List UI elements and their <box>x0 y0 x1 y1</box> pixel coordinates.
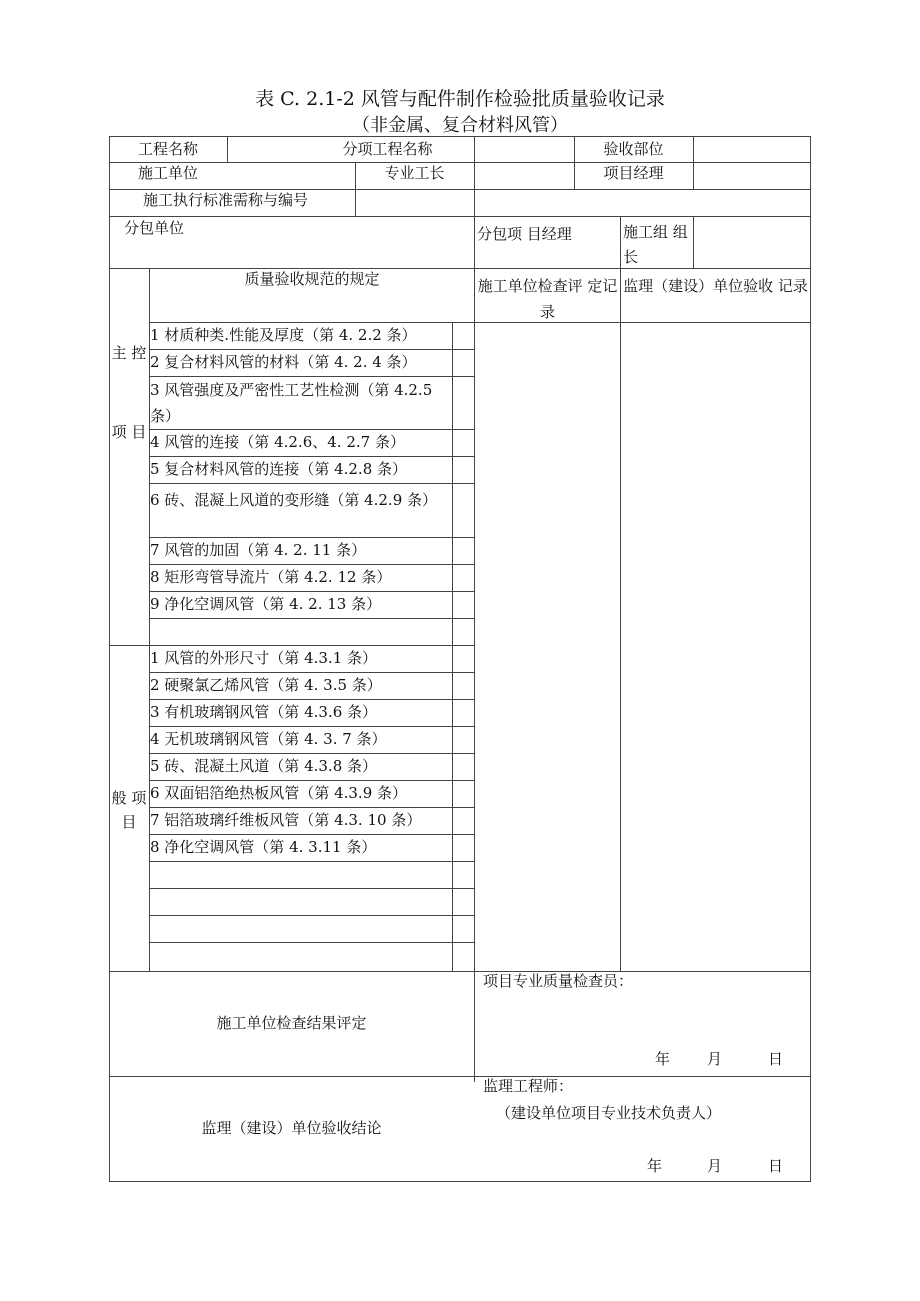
general-items-label: 般 项 目 <box>111 789 147 831</box>
main-item: 7 风管的加固（第 4. 2. 11 条） <box>150 541 367 559</box>
sub-project-name-label: 分项工程名称 <box>342 140 433 158</box>
row-divider <box>150 618 475 619</box>
col-divider <box>693 216 694 269</box>
general-item: 5 砖、混凝土风道（第 4.3.8 条） <box>150 757 378 775</box>
main-item: 4 风管的连接（第 4.2.6、4. 2.7 条） <box>150 433 405 451</box>
general-item: 8 净化空调风管（第 4. 3.11 条） <box>150 838 377 856</box>
general-item: 2 硬聚氯乙烯风管（第 4. 3.5 条） <box>150 676 382 694</box>
construction-record-header: 施工单位检查评 定记录 <box>477 277 618 321</box>
col-divider <box>620 216 621 972</box>
supervision-engineer-label: 监理工程师： <box>483 1077 574 1095</box>
construction-unit-label: 施工单位 <box>137 164 198 182</box>
main-item: 6 砖、混凝上风道的变形缝（第 4.2.9 条） <box>150 491 438 509</box>
row-divider <box>150 861 475 862</box>
table-right-border <box>810 136 811 1182</box>
col-divider <box>227 136 228 163</box>
main-item: 1 材质种类.性能及厚度（第 4. 2.2 条） <box>150 326 417 344</box>
row-divider <box>150 915 475 916</box>
construction-result-label: 施工单位检查结果评定 <box>216 1014 367 1032</box>
date-year: 年 <box>655 1050 671 1068</box>
col-divider <box>693 136 694 190</box>
standard-name-label: 施工执行标准需称与编号 <box>143 191 309 209</box>
main-item: 3 风管强度及严密性工艺性检测（第 4.2.5 条） <box>150 381 433 425</box>
date-day: 日 <box>768 1157 784 1175</box>
col-divider <box>452 322 453 972</box>
general-item: 3 有机玻璃钢风管（第 4.3.6 条） <box>150 703 378 721</box>
row-divider <box>150 888 475 889</box>
acceptance-part-label: 验收部位 <box>603 140 664 158</box>
main-control-label: 主 控 项 目 <box>111 344 147 441</box>
row-divider <box>150 483 475 484</box>
spec-column-header: 质量验收规范的规定 <box>244 270 380 288</box>
subcontract-manager-label: 分包项 目经理 <box>477 225 572 243</box>
table-bottom-border <box>109 1181 811 1182</box>
team-leader-label: 施工组 组长 <box>623 223 688 266</box>
supervision-conclusion-label: 监理（建设）单位验收结论 <box>201 1119 382 1137</box>
general-item: 6 双面铝箔绝热板风管（第 4.3.9 条） <box>150 784 408 802</box>
main-item: 2 复合材料风管的材料（第 4. 2. 4 条） <box>150 353 417 371</box>
main-item: 8 矩形弯管导流片（第 4.2. 12 条） <box>150 568 392 586</box>
page-subtitle: （非金属、复合材料风管） <box>352 115 568 136</box>
general-item: 1 风管的外形尺寸（第 4.3.1 条） <box>150 649 378 667</box>
date-day: 日 <box>768 1050 784 1068</box>
main-item: 5 复合材料风管的连接（第 4.2.8 条） <box>150 460 408 478</box>
row-divider <box>109 216 811 217</box>
page-title: 表 C. 2.1-2 风管与配件制作检验批质量验收记录 <box>255 88 665 110</box>
general-item: 4 无机玻璃钢风管（第 4. 3. 7 条） <box>150 730 387 748</box>
owner-representative-label: （建设单位项目专业技术负责人） <box>496 1104 722 1122</box>
date-year: 年 <box>647 1157 663 1175</box>
project-manager-label: 项目经理 <box>603 164 664 182</box>
main-item: 9 净化空调风管（第 4. 2. 13 条） <box>150 595 382 613</box>
general-item: 7 铝箔玻璃纤维板风管（第 4.3. 10 条） <box>150 811 422 829</box>
project-name-label: 工程名称 <box>137 140 198 158</box>
section-divider <box>109 1076 811 1077</box>
row-divider <box>150 942 475 943</box>
foreman-label: 专业工长 <box>384 164 445 182</box>
quality-inspector-label: 项目专业质量检查员： <box>483 972 634 990</box>
supervision-record-header: 监理（建设）单位验收 记录 <box>623 277 808 295</box>
date-month: 月 <box>707 1050 723 1068</box>
date-month: 月 <box>707 1157 723 1175</box>
subcontract-unit-label: 分包单位 <box>124 219 185 237</box>
section-divider <box>109 971 811 972</box>
